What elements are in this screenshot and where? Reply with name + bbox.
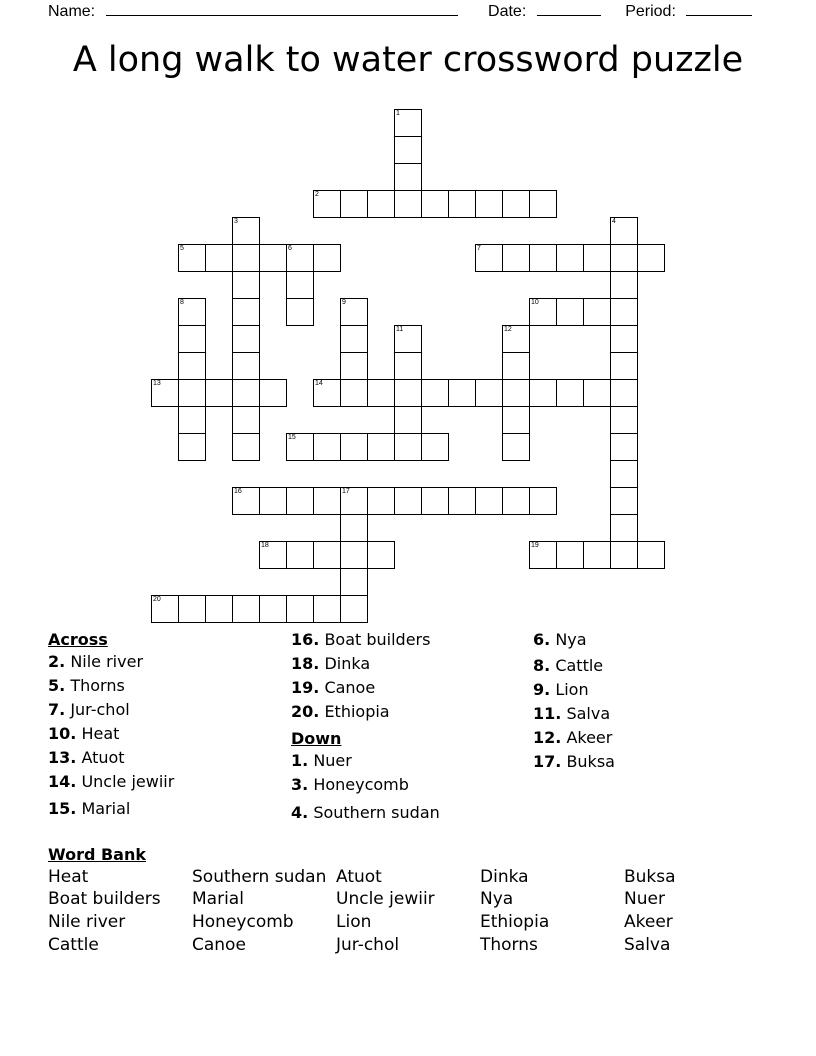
word-bank-item: Heat xyxy=(48,867,89,887)
crossword-cell[interactable] xyxy=(502,325,530,353)
clue-item: 7. Jur-chol xyxy=(48,700,130,719)
word-bank-item: Akeer xyxy=(624,912,673,932)
crossword-cell[interactable] xyxy=(205,595,233,623)
crossword-cell[interactable] xyxy=(448,379,476,407)
clue-item: 9. Lion xyxy=(533,680,589,699)
crossword-cell[interactable] xyxy=(475,190,503,218)
clue-item: 14. Uncle jewiir xyxy=(48,772,175,791)
crossword-cell[interactable] xyxy=(205,244,233,272)
crossword-cell[interactable] xyxy=(286,433,314,461)
crossword-cell[interactable] xyxy=(259,244,287,272)
crossword-cell[interactable] xyxy=(529,298,557,326)
crossword-cell[interactable] xyxy=(610,487,638,515)
cell-number: 8 xyxy=(180,299,184,306)
clue-item: 8. Cattle xyxy=(533,656,604,675)
crossword-cell[interactable] xyxy=(583,298,611,326)
down-heading: Down xyxy=(291,729,342,748)
crossword-cell[interactable] xyxy=(529,244,557,272)
crossword-cell[interactable] xyxy=(232,217,260,245)
crossword-cell[interactable] xyxy=(340,325,368,353)
crossword-cell[interactable] xyxy=(313,379,341,407)
crossword-cell[interactable] xyxy=(502,379,530,407)
crossword-cell[interactable] xyxy=(637,541,665,569)
crossword-cell[interactable] xyxy=(529,487,557,515)
crossword-cell[interactable] xyxy=(151,379,179,407)
clue-item: 10. Heat xyxy=(48,724,120,743)
crossword-cell[interactable] xyxy=(529,379,557,407)
crossword-cell[interactable] xyxy=(232,406,260,434)
crossword-cell[interactable] xyxy=(178,595,206,623)
crossword-cell[interactable] xyxy=(394,190,422,218)
word-bank-item: Lion xyxy=(336,912,372,932)
crossword-cell[interactable] xyxy=(232,244,260,272)
clue-item: 3. Honeycomb xyxy=(291,775,409,794)
crossword-cell[interactable] xyxy=(502,487,530,515)
crossword-cell[interactable] xyxy=(448,487,476,515)
crossword-cell[interactable] xyxy=(610,406,638,434)
crossword-cell[interactable] xyxy=(340,379,368,407)
crossword-cell[interactable] xyxy=(502,244,530,272)
crossword-cell[interactable] xyxy=(178,406,206,434)
clue-item: 20. Ethiopia xyxy=(291,702,390,721)
crossword-cell[interactable] xyxy=(151,595,179,623)
clue-item: 15. Marial xyxy=(48,799,131,818)
crossword-cell[interactable] xyxy=(205,379,233,407)
crossword-cell[interactable] xyxy=(610,271,638,299)
clue-item: 4. Southern sudan xyxy=(291,803,440,822)
clue-item: 16. Boat builders xyxy=(291,630,431,649)
crossword-cell[interactable] xyxy=(475,244,503,272)
crossword-cell[interactable] xyxy=(178,433,206,461)
crossword-cell[interactable] xyxy=(367,433,395,461)
crossword-cell[interactable] xyxy=(502,433,530,461)
cell-number: 5 xyxy=(180,245,184,252)
crossword-cell[interactable] xyxy=(610,433,638,461)
crossword-cell[interactable] xyxy=(610,460,638,488)
crossword-cell[interactable] xyxy=(259,595,287,623)
crossword-cell[interactable] xyxy=(259,541,287,569)
crossword-cell[interactable] xyxy=(394,325,422,353)
crossword-cell[interactable] xyxy=(529,541,557,569)
clue-item: 13. Atuot xyxy=(48,748,125,767)
crossword-cell[interactable] xyxy=(394,163,422,191)
crossword-cell[interactable] xyxy=(286,271,314,299)
clue-item: 18. Dinka xyxy=(291,654,371,673)
cell-number: 19 xyxy=(531,542,539,549)
crossword-cell[interactable] xyxy=(232,487,260,515)
crossword-cell[interactable] xyxy=(556,244,584,272)
crossword-cell[interactable] xyxy=(340,568,368,596)
cell-number: 14 xyxy=(315,380,323,387)
clue-item: 11. Salva xyxy=(533,704,611,723)
word-bank-item: Uncle jewiir xyxy=(336,889,435,909)
crossword-cell[interactable] xyxy=(313,595,341,623)
crossword-cell[interactable] xyxy=(232,298,260,326)
crossword-cell[interactable] xyxy=(178,244,206,272)
crossword-cell[interactable] xyxy=(610,514,638,542)
crossword-cell[interactable] xyxy=(286,541,314,569)
crossword-cell[interactable] xyxy=(367,541,395,569)
crossword-cell[interactable] xyxy=(502,352,530,380)
crossword-cell[interactable] xyxy=(394,109,422,137)
cell-number: 18 xyxy=(261,542,269,549)
cell-number: 15 xyxy=(288,434,296,441)
cell-number: 12 xyxy=(504,326,512,333)
crossword-cell[interactable] xyxy=(610,217,638,245)
crossword-cell[interactable] xyxy=(610,325,638,353)
crossword-cell[interactable] xyxy=(340,595,368,623)
cell-number: 20 xyxy=(153,596,161,603)
across-clues-col1 xyxy=(48,630,278,830)
crossword-cell[interactable] xyxy=(286,298,314,326)
crossword-cell[interactable] xyxy=(340,514,368,542)
word-bank-heading: Word Bank xyxy=(48,845,147,864)
across-heading: Across xyxy=(48,630,108,649)
crossword-cell[interactable] xyxy=(421,379,449,407)
crossword-cell[interactable] xyxy=(313,433,341,461)
crossword-cell[interactable] xyxy=(610,244,638,272)
crossword-cell[interactable] xyxy=(610,541,638,569)
crossword-cell[interactable] xyxy=(610,352,638,380)
down-clues-col3 xyxy=(533,630,763,830)
crossword-cell[interactable] xyxy=(340,190,368,218)
crossword-cell[interactable] xyxy=(232,433,260,461)
crossword-cell[interactable] xyxy=(556,298,584,326)
crossword-cell[interactable] xyxy=(259,379,287,407)
word-bank-item: Honeycomb xyxy=(192,912,294,932)
clues-col2 xyxy=(291,630,521,830)
crossword-cell[interactable] xyxy=(556,541,584,569)
word-bank-item: Nuer xyxy=(624,889,665,909)
crossword-cell[interactable] xyxy=(259,487,287,515)
cell-number: 4 xyxy=(612,218,616,225)
crossword-cell[interactable] xyxy=(178,325,206,353)
crossword-cell[interactable] xyxy=(232,271,260,299)
crossword-cell[interactable] xyxy=(313,541,341,569)
clue-item: 5. Thorns xyxy=(48,676,125,695)
crossword-cell[interactable] xyxy=(313,244,341,272)
word-bank-item: Nya xyxy=(480,889,514,909)
crossword-cell[interactable] xyxy=(502,406,530,434)
crossword-cell[interactable] xyxy=(313,487,341,515)
word-bank-item: Atuot xyxy=(336,867,382,887)
date-label: Date: xyxy=(488,3,527,20)
cell-number: 11 xyxy=(396,326,404,333)
crossword-cell[interactable] xyxy=(367,487,395,515)
word-bank-item: Buksa xyxy=(624,867,676,887)
cell-number: 1 xyxy=(396,110,400,117)
crossword-cell[interactable] xyxy=(232,352,260,380)
word-bank-item: Dinka xyxy=(480,867,529,887)
crossword-cell[interactable] xyxy=(475,379,503,407)
crossword-cell[interactable] xyxy=(286,595,314,623)
crossword-cell[interactable] xyxy=(340,433,368,461)
page-title: A long walk to water crossword puzzle xyxy=(72,40,744,80)
cell-number: 7 xyxy=(477,245,481,252)
period-label: Period: xyxy=(625,3,676,20)
clue-item: 19. Canoe xyxy=(291,678,376,697)
word-bank-item: Ethiopia xyxy=(480,912,550,932)
name-label: Name: xyxy=(48,3,96,20)
crossword-cell[interactable] xyxy=(394,487,422,515)
crossword-cell[interactable] xyxy=(583,244,611,272)
clue-item: 6. Nya xyxy=(533,630,587,649)
crossword-cell[interactable] xyxy=(610,298,638,326)
cell-number: 9 xyxy=(342,299,346,306)
crossword-cell[interactable] xyxy=(367,190,395,218)
word-bank-item: Southern sudan xyxy=(192,867,327,887)
crossword-cell[interactable] xyxy=(556,379,584,407)
crossword-cell[interactable] xyxy=(637,244,665,272)
crossword-cell[interactable] xyxy=(232,595,260,623)
crossword-cell[interactable] xyxy=(394,379,422,407)
clue-item: 12. Akeer xyxy=(533,728,613,747)
crossword-cell[interactable] xyxy=(421,487,449,515)
word-bank-item: Thorns xyxy=(480,935,538,955)
crossword-cell[interactable] xyxy=(610,379,638,407)
word-bank-item: Boat builders xyxy=(48,889,161,909)
cell-number: 13 xyxy=(153,380,161,387)
crossword-cell[interactable] xyxy=(448,190,476,218)
crossword-cell[interactable] xyxy=(529,190,557,218)
crossword-cell[interactable] xyxy=(367,379,395,407)
word-bank-item: Canoe xyxy=(192,935,246,955)
crossword-cell[interactable] xyxy=(340,352,368,380)
crossword-cell[interactable] xyxy=(583,541,611,569)
crossword-cell[interactable] xyxy=(394,433,422,461)
crossword-cell[interactable] xyxy=(286,244,314,272)
crossword-cell[interactable] xyxy=(178,298,206,326)
crossword-cell[interactable] xyxy=(583,379,611,407)
crossword-cell[interactable] xyxy=(394,352,422,380)
clue-item: 1. Nuer xyxy=(291,751,352,770)
clue-item: 17. Buksa xyxy=(533,752,615,771)
word-bank-item: Cattle xyxy=(48,935,99,955)
cell-number: 3 xyxy=(234,218,238,225)
crossword-cell[interactable] xyxy=(394,406,422,434)
cell-number: 2 xyxy=(315,191,319,198)
clue-item: 2. Nile river xyxy=(48,652,144,671)
word-bank-item: Nile river xyxy=(48,912,126,932)
crossword-cell[interactable] xyxy=(502,190,530,218)
cell-number: 10 xyxy=(531,299,539,306)
crossword-cell[interactable] xyxy=(340,541,368,569)
cell-number: 6 xyxy=(288,245,292,252)
crossword-cell[interactable] xyxy=(394,136,422,164)
word-bank-item: Marial xyxy=(192,889,244,909)
crossword-cell[interactable] xyxy=(340,487,368,515)
crossword-cell[interactable] xyxy=(313,190,341,218)
cell-number: 16 xyxy=(234,488,242,495)
crossword-cell[interactable] xyxy=(340,298,368,326)
crossword-cell[interactable] xyxy=(475,487,503,515)
crossword-cell[interactable] xyxy=(286,487,314,515)
crossword-cell[interactable] xyxy=(178,379,206,407)
crossword-cell[interactable] xyxy=(232,379,260,407)
crossword-cell[interactable] xyxy=(421,190,449,218)
word-bank-item: Salva xyxy=(624,935,671,955)
crossword-cell[interactable] xyxy=(421,433,449,461)
crossword-cell[interactable] xyxy=(178,352,206,380)
cell-number: 17 xyxy=(342,488,350,495)
crossword-cell[interactable] xyxy=(232,325,260,353)
word-bank-item: Jur-chol xyxy=(336,935,400,955)
